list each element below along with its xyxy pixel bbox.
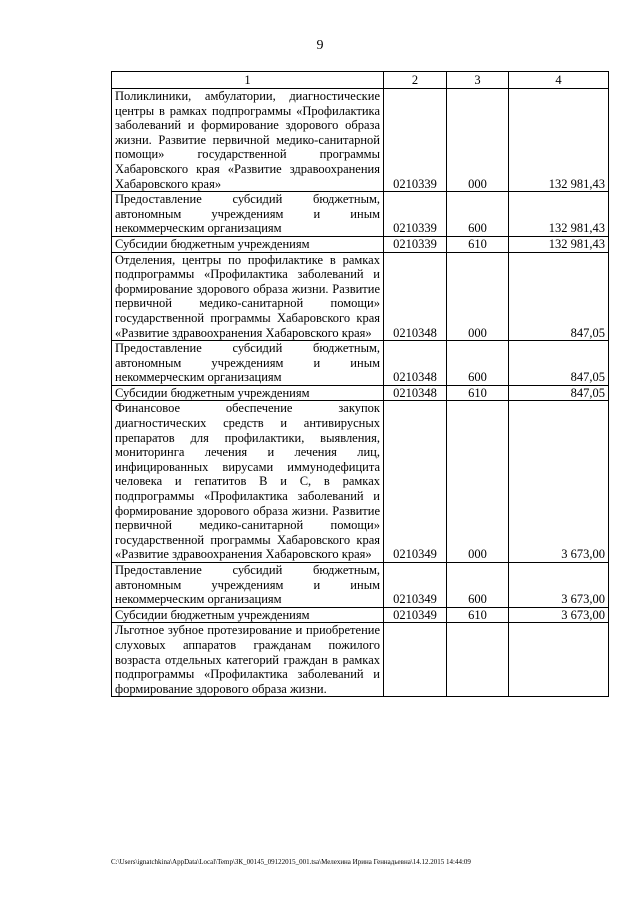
row-code: 0210348: [384, 341, 447, 386]
row-kind: 610: [447, 385, 509, 401]
row-kind: 600: [447, 563, 509, 608]
row-amount: 132 981,43: [509, 89, 609, 192]
row-kind: 000: [447, 252, 509, 341]
row-amount: 3 673,00: [509, 401, 609, 563]
row-description: Поликлиники, амбулатории, диагностические центры в рамках подпрограммы «Профилактика заболеваний и формирование здорового образа жизни. Развитие первичной медико-санитарной помощи» государственной программы Хабаровского края «Развитие здравоохранения Хабаровского края»: [112, 89, 384, 192]
row-description: Субсидии бюджетным учреждениям: [112, 236, 384, 252]
table-row: [112, 401, 609, 563]
budget-table: [111, 71, 609, 697]
row-kind: 600: [447, 341, 509, 386]
table-header-row: [112, 72, 609, 89]
column-header-2: 2: [384, 72, 447, 89]
row-description: Льготное зубное протезирование и приобретение слуховых аппаратов гражданам пожилого возраста отдельных категорий граждан в рамках подпрограммы «Профилактика заболеваний и формирование здорового образа жизни.: [112, 623, 384, 697]
row-code: [384, 623, 447, 697]
row-code: 0210349: [384, 563, 447, 608]
table-row-continued: [112, 623, 609, 697]
row-amount: 847,05: [509, 385, 609, 401]
row-description: Финансовое обеспечение закупок диагностических средств и антивирусных препаратов для профилактики, выявления, мониторинга лечения и лечения лиц, инфицированных вирусами иммунодефицита человека и гепатитов В и С, в рамках подпрограммы «Профилактика заболеваний и формирование здорового образа жизни. Развитие первичной медико-санитарной помощи» государственной программы Хабаровского края «Развитие здравоохранения Хабаровского края»: [112, 401, 384, 563]
table-row: [112, 341, 609, 386]
column-header-4: 4: [509, 72, 609, 89]
row-amount: [509, 623, 609, 697]
row-kind: [447, 623, 509, 697]
table-row: [112, 252, 609, 341]
table-row: [112, 192, 609, 237]
row-code: 0210349: [384, 401, 447, 563]
row-amount: 3 673,00: [509, 563, 609, 608]
row-kind: 600: [447, 192, 509, 237]
table-row: [112, 236, 609, 252]
table-row: [112, 89, 609, 192]
row-kind: 610: [447, 607, 509, 623]
row-description: Отделения, центры по профилактике в рамках подпрограммы «Профилактика заболеваний и формирование здорового образа жизни. Развитие первичной медико-санитарной помощи» государственной программы Хабаровского края «Развитие здравоохранения Хабаровского края»: [112, 252, 384, 341]
row-amount: 132 981,43: [509, 236, 609, 252]
file-path-footer: C:\Users\ignatchkina\AppData\Local\Temp\ЗК_00145_09122015_001.tsa\Мелехина Ирина Геннадьевна\14.12.2015 14:44:09: [111, 858, 471, 866]
row-code: 0210349: [384, 607, 447, 623]
row-kind: 610: [447, 236, 509, 252]
table-row: [112, 563, 609, 608]
row-code: 0210339: [384, 236, 447, 252]
row-amount: 132 981,43: [509, 192, 609, 237]
row-description: Предоставление субсидий бюджетным, автономным учреждениям и иным некоммерческим организациям: [112, 341, 384, 386]
column-header-3: 3: [447, 72, 509, 89]
table-row: [112, 385, 609, 401]
page-number: 9: [316, 38, 324, 53]
row-description: Субсидии бюджетным учреждениям: [112, 385, 384, 401]
row-code: 0210339: [384, 192, 447, 237]
table-row: [112, 607, 609, 623]
row-amount: 847,05: [509, 252, 609, 341]
row-code: 0210339: [384, 89, 447, 192]
column-header-1: 1: [112, 72, 384, 89]
row-code: 0210348: [384, 385, 447, 401]
row-amount: 847,05: [509, 341, 609, 386]
row-kind: 000: [447, 89, 509, 192]
row-kind: 000: [447, 401, 509, 563]
row-description: Субсидии бюджетным учреждениям: [112, 607, 384, 623]
row-code: 0210348: [384, 252, 447, 341]
row-description: Предоставление субсидий бюджетным, автономным учреждениям и иным некоммерческим организациям: [112, 563, 384, 608]
row-amount: 3 673,00: [509, 607, 609, 623]
row-description: Предоставление субсидий бюджетным, автономным учреждениям и иным некоммерческим организациям: [112, 192, 384, 237]
